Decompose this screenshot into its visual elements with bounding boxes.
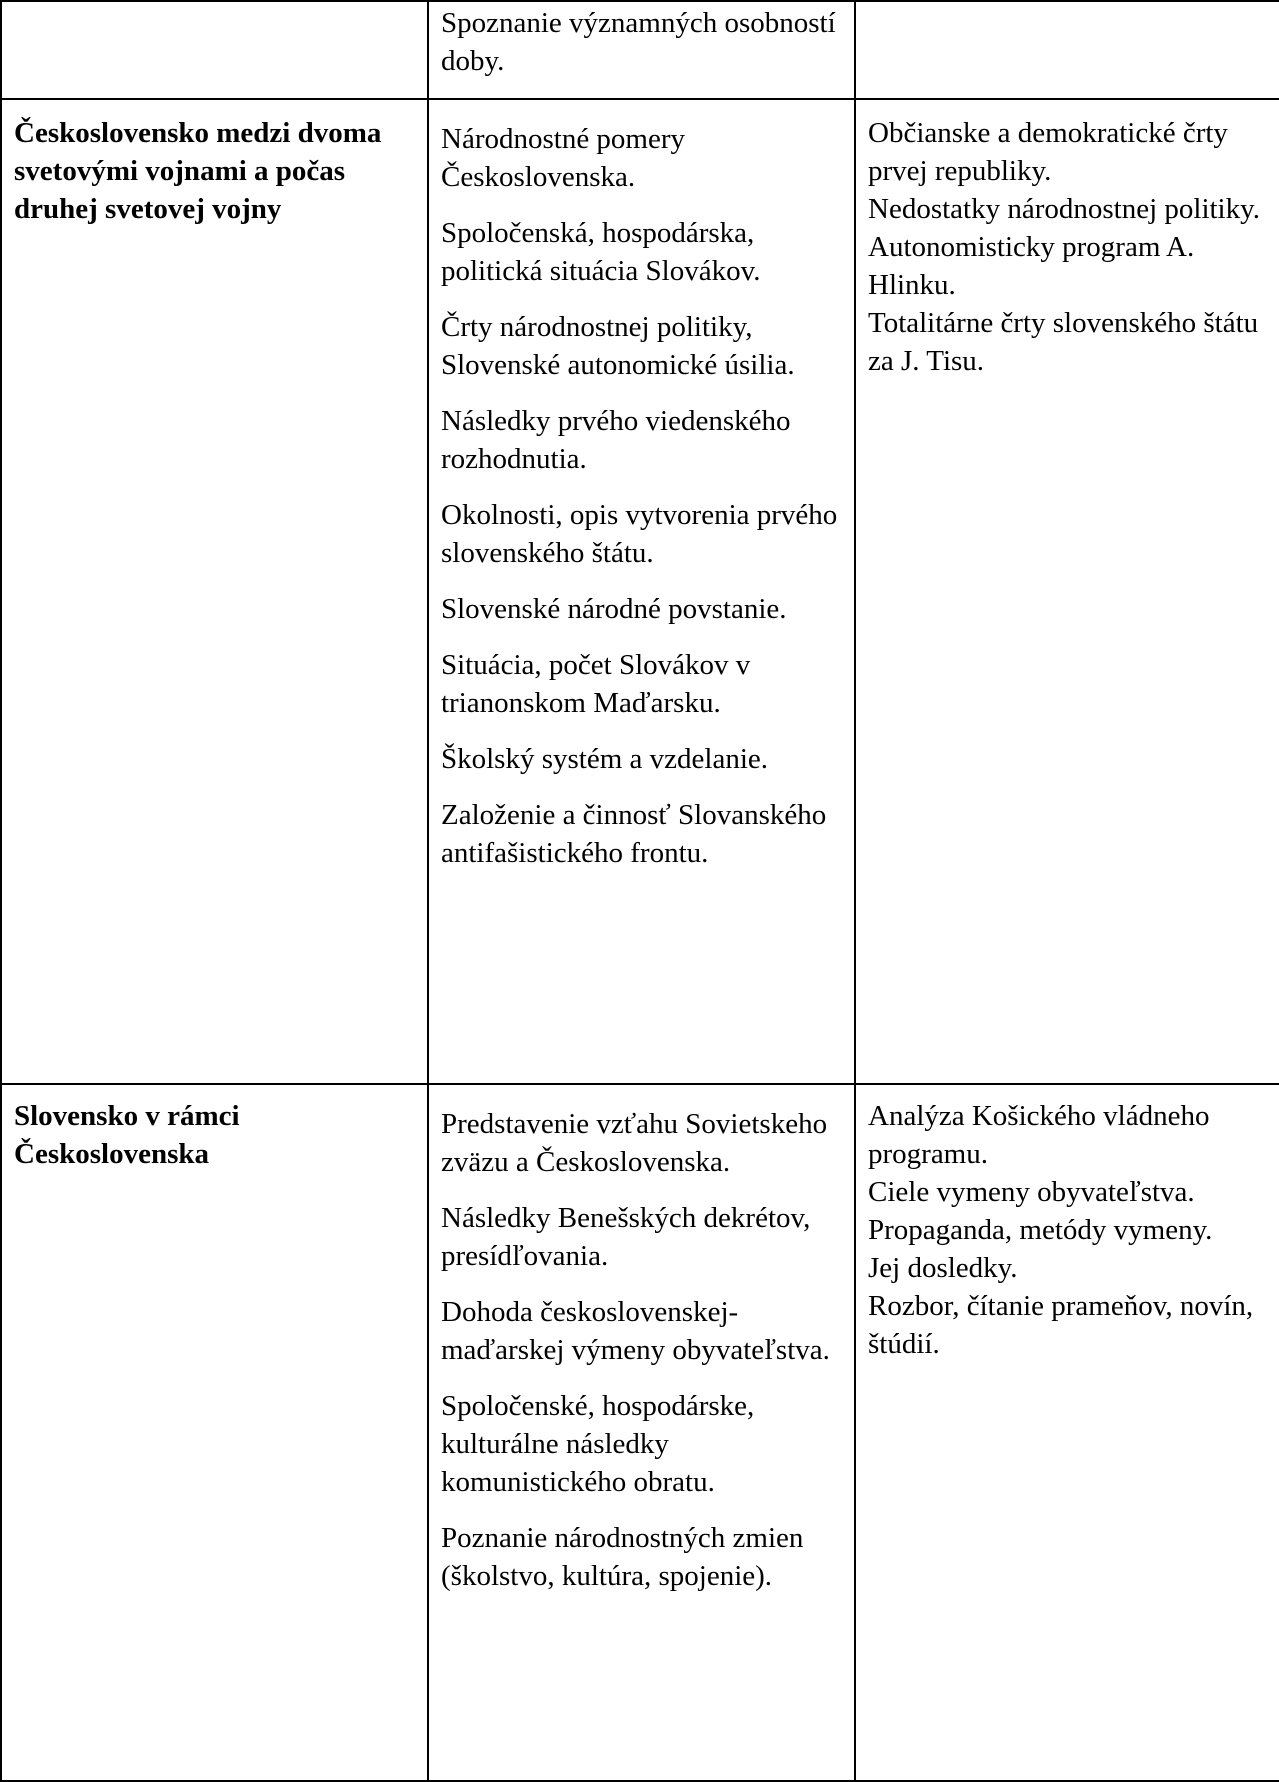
topic-cell <box>1 99 428 1084</box>
table-row <box>1 1084 1279 1781</box>
content-item: Národnostné pomery Československa. <box>441 123 686 193</box>
activity-item: Ciele vymeny obyvateľstva. <box>868 1176 1195 1208</box>
topic-cell <box>1 1084 428 1781</box>
activity-item: Jej dosledky. <box>868 1252 1018 1284</box>
topic-cell <box>1 1 428 99</box>
content-item: Poznanie národnostných zmien (školstvo, kultúra, spojenie). <box>441 1522 804 1592</box>
content-item: Črty národnostnej politiky, Slovenské autonomické úsilia. <box>441 311 795 381</box>
activities-cell <box>855 1 1279 99</box>
activity-item: Propaganda, metódy vymeny. <box>868 1214 1213 1246</box>
activity-item: Analýza Košického vládneho programu. <box>868 1100 1210 1170</box>
content-item: Okolnosti, opis vytvorenia prvého slovenského štátu. <box>441 499 838 569</box>
activity-item: Občianske a demokratické črty prvej republiky. <box>868 117 1228 187</box>
table-row <box>1 1 1279 99</box>
topic-title: Československo medzi dvoma svetovými vojnami a počas druhej svetovej vojny <box>14 117 382 225</box>
content-cell <box>428 1084 855 1781</box>
content-item: Školský systém a vzdelanie. <box>441 743 769 775</box>
table-row <box>1 99 1279 1084</box>
content-item: Spoločenská, hospodárska, politická situácia Slovákov. <box>441 217 761 287</box>
topic-title: Slovensko v rámci Československa <box>14 1100 240 1170</box>
content-item: Následky Benešských dekrétov, presídľovania. <box>441 1202 811 1272</box>
content-item: Situácia, počet Slovákov v trianonskom Maďarsku. <box>441 649 751 719</box>
activity-item: Totalitárne črty slovenského štátu za J. Tisu. <box>868 307 1259 377</box>
content-item: Predstavenie vzťahu Sovietskeho zväzu a Československa. <box>441 1108 828 1178</box>
activity-item: Nedostatky národnostnej politiky. <box>868 193 1260 225</box>
content-item: Založenie a činnosť Slovanského antifašistického frontu. <box>441 799 827 869</box>
activity-item: Rozbor, čítanie prameňov, novín, štúdií. <box>868 1290 1254 1360</box>
content-item: Spoznanie významných osobností doby. <box>441 7 836 77</box>
activities-cell <box>855 99 1279 1084</box>
content-item: Dohoda československej-maďarskej výmeny obyvateľstva. <box>441 1296 830 1366</box>
activity-item: Autonomisticky program A. Hlinku. <box>868 231 1195 301</box>
content-item: Následky prvého viedenského rozhodnutia. <box>441 405 791 475</box>
content-cell <box>428 99 855 1084</box>
content-item: Spoločenské, hospodárske, kulturálne následky komunistického obratu. <box>441 1390 755 1498</box>
content-cell <box>428 1 855 99</box>
activities-cell <box>855 1084 1279 1781</box>
content-item: Slovenské národné povstanie. <box>441 593 787 625</box>
